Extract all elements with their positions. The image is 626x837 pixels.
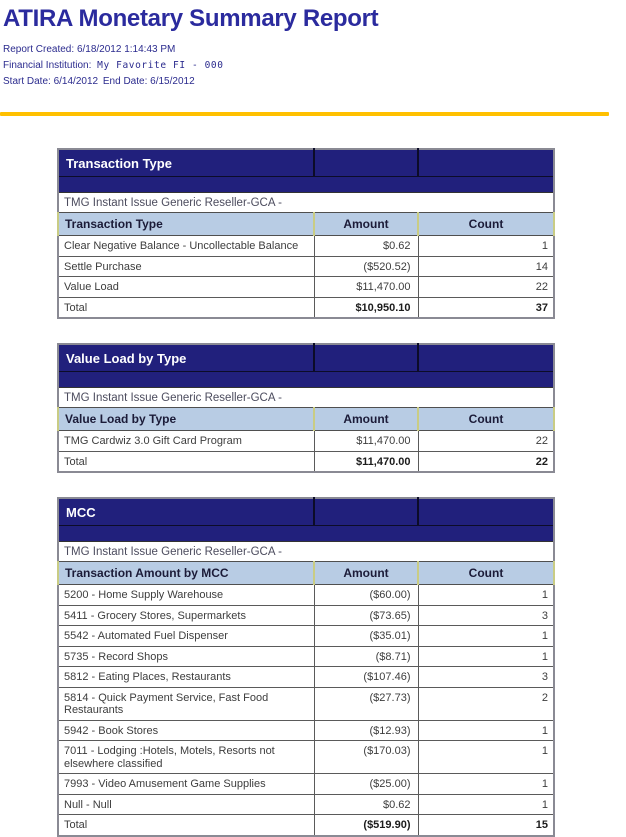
table-row bbox=[58, 626, 554, 647]
table-row bbox=[58, 667, 554, 688]
count-cell: 1 bbox=[418, 585, 554, 606]
table-body bbox=[58, 431, 554, 473]
column-header-amount: Amount bbox=[314, 213, 418, 236]
total-row bbox=[58, 451, 554, 472]
table-title-spacer bbox=[418, 149, 554, 177]
group-label: TMG Instant Issue Generic Reseller-GCA - bbox=[58, 388, 554, 408]
count-cell: 22 bbox=[418, 277, 554, 298]
column-header-row bbox=[58, 408, 554, 431]
amount-cell: $11,470.00 bbox=[314, 451, 418, 472]
end-date-label: End Date: bbox=[102, 76, 148, 87]
amount-cell: $0.62 bbox=[314, 794, 418, 815]
count-cell: 1 bbox=[418, 794, 554, 815]
navy-band bbox=[58, 526, 554, 542]
count-cell: 14 bbox=[418, 256, 554, 277]
count-cell: 15 bbox=[418, 815, 554, 836]
table-title-spacer bbox=[314, 149, 418, 177]
report-header bbox=[0, 0, 626, 87]
table-title: MCC bbox=[58, 498, 314, 526]
column-header-count: Count bbox=[418, 408, 554, 431]
navy-band-row bbox=[58, 177, 554, 193]
label-cell: Total bbox=[58, 815, 314, 836]
label-cell: 5735 - Record Shops bbox=[58, 646, 314, 667]
label-cell: 5542 - Automated Fuel Dispenser bbox=[58, 626, 314, 647]
summary-table bbox=[57, 148, 555, 319]
amount-cell: ($35.01) bbox=[314, 626, 418, 647]
table-row bbox=[58, 720, 554, 741]
financial-institution-label: Financial Institution: bbox=[3, 60, 92, 71]
column-header-count: Count bbox=[418, 213, 554, 236]
table-title-spacer bbox=[314, 498, 418, 526]
count-cell: 1 bbox=[418, 236, 554, 257]
label-cell: Settle Purchase bbox=[58, 256, 314, 277]
financial-institution-value: My Favorite FI - 000 bbox=[97, 60, 224, 71]
count-cell: 3 bbox=[418, 667, 554, 688]
amount-cell: $10,950.10 bbox=[314, 297, 418, 318]
label-cell: 7993 - Video Amusement Game Supplies bbox=[58, 774, 314, 795]
group-label: TMG Instant Issue Generic Reseller-GCA - bbox=[58, 542, 554, 562]
page-title: ATIRA Monetary Summary Report bbox=[3, 5, 379, 32]
count-cell: 1 bbox=[418, 774, 554, 795]
navy-band bbox=[58, 372, 554, 388]
group-row bbox=[58, 542, 554, 562]
amount-cell: ($520.52) bbox=[314, 256, 418, 277]
group-row bbox=[58, 193, 554, 213]
table-row bbox=[58, 236, 554, 257]
label-cell: 7011 - Lodging :Hotels, Motels, Resorts not elsewhere classified bbox=[58, 741, 314, 774]
count-cell: 37 bbox=[418, 297, 554, 318]
table-title: Value Load by Type bbox=[58, 344, 314, 372]
table-row bbox=[58, 774, 554, 795]
total-row bbox=[58, 815, 554, 836]
amount-cell: ($60.00) bbox=[314, 585, 418, 606]
table-row bbox=[58, 646, 554, 667]
group-row bbox=[58, 388, 554, 408]
total-row bbox=[58, 297, 554, 318]
count-cell: 22 bbox=[418, 431, 554, 452]
table-body bbox=[58, 236, 554, 319]
column-header-label: Transaction Type bbox=[58, 213, 314, 236]
table-title-row bbox=[58, 149, 554, 177]
table-title-row bbox=[58, 344, 554, 372]
table-title-spacer bbox=[314, 344, 418, 372]
label-cell: Total bbox=[58, 297, 314, 318]
navy-band bbox=[58, 177, 554, 193]
label-cell: 5812 - Eating Places, Restaurants bbox=[58, 667, 314, 688]
amount-cell: ($107.46) bbox=[314, 667, 418, 688]
column-header-amount: Amount bbox=[314, 408, 418, 431]
count-cell: 1 bbox=[418, 646, 554, 667]
financial-institution-line bbox=[3, 61, 626, 71]
start-date-value: 6/14/2012 bbox=[53, 76, 99, 87]
label-cell: 5411 - Grocery Stores, Supermarkets bbox=[58, 605, 314, 626]
amount-cell: ($27.73) bbox=[314, 687, 418, 720]
table-row bbox=[58, 585, 554, 606]
count-cell: 3 bbox=[418, 605, 554, 626]
column-header-label: Transaction Amount by MCC bbox=[58, 562, 314, 585]
report-created-line bbox=[3, 45, 626, 55]
column-header-amount: Amount bbox=[314, 562, 418, 585]
amount-cell: ($25.00) bbox=[314, 774, 418, 795]
count-cell: 1 bbox=[418, 626, 554, 647]
summary-table bbox=[57, 497, 555, 837]
label-cell: 5200 - Home Supply Warehouse bbox=[58, 585, 314, 606]
report-tables bbox=[57, 148, 626, 837]
count-cell: 2 bbox=[418, 687, 554, 720]
count-cell: 22 bbox=[418, 451, 554, 472]
table-row bbox=[58, 431, 554, 452]
table-title-spacer bbox=[418, 344, 554, 372]
table-title: Transaction Type bbox=[58, 149, 314, 177]
amount-cell: $11,470.00 bbox=[314, 431, 418, 452]
navy-band-row bbox=[58, 372, 554, 388]
table-title-spacer bbox=[418, 498, 554, 526]
amount-cell: $0.62 bbox=[314, 236, 418, 257]
table-row bbox=[58, 277, 554, 298]
end-date-value: 6/15/2012 bbox=[150, 76, 195, 87]
amount-cell: ($519.90) bbox=[314, 815, 418, 836]
table-body bbox=[58, 585, 554, 836]
label-cell: 5814 - Quick Payment Service, Fast Food Restaurants bbox=[58, 687, 314, 720]
report-created-value: 6/18/2012 1:14:43 PM bbox=[76, 44, 176, 55]
table-row bbox=[58, 605, 554, 626]
amount-cell: ($170.03) bbox=[314, 741, 418, 774]
table-row bbox=[58, 256, 554, 277]
table-row bbox=[58, 794, 554, 815]
date-range-line bbox=[3, 77, 626, 87]
navy-band-row bbox=[58, 526, 554, 542]
group-label: TMG Instant Issue Generic Reseller-GCA - bbox=[58, 193, 554, 213]
label-cell: Total bbox=[58, 451, 314, 472]
report-created-label: Report Created: bbox=[3, 44, 75, 55]
column-header-label: Value Load by Type bbox=[58, 408, 314, 431]
divider-rule bbox=[0, 112, 609, 116]
start-date-label: Start Date: bbox=[3, 76, 51, 87]
column-header-count: Count bbox=[418, 562, 554, 585]
label-cell: Clear Negative Balance - Uncollectable Balance bbox=[58, 236, 314, 257]
table-title-row bbox=[58, 498, 554, 526]
amount-cell: ($12.93) bbox=[314, 720, 418, 741]
table-row bbox=[58, 687, 554, 720]
column-header-row bbox=[58, 562, 554, 585]
column-header-row bbox=[58, 213, 554, 236]
label-cell: TMG Cardwiz 3.0 Gift Card Program bbox=[58, 431, 314, 452]
amount-cell: ($73.65) bbox=[314, 605, 418, 626]
amount-cell: $11,470.00 bbox=[314, 277, 418, 298]
amount-cell: ($8.71) bbox=[314, 646, 418, 667]
label-cell: Value Load bbox=[58, 277, 314, 298]
count-cell: 1 bbox=[418, 720, 554, 741]
label-cell: Null - Null bbox=[58, 794, 314, 815]
table-row bbox=[58, 741, 554, 774]
count-cell: 1 bbox=[418, 741, 554, 774]
label-cell: 5942 - Book Stores bbox=[58, 720, 314, 741]
summary-table bbox=[57, 343, 555, 473]
